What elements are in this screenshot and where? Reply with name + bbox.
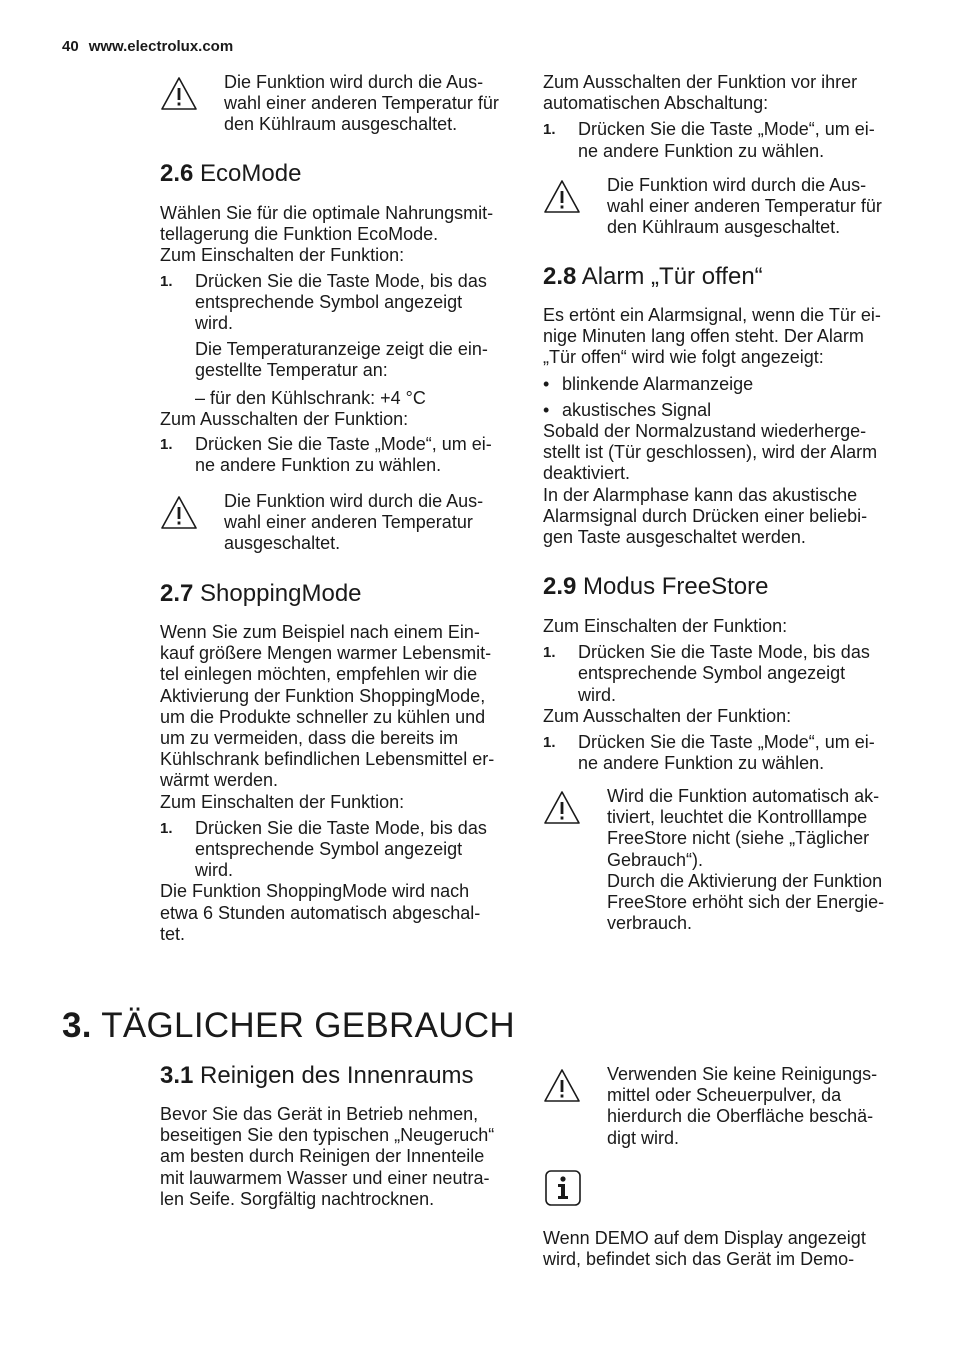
- paragraph: Zum Ausschalten der Funktion vor ihrer automatischen Abschaltung:: [543, 72, 858, 114]
- chapter-heading: 3. TÄGLICHER GEBRAUCH: [62, 1006, 515, 1045]
- paragraph: Die Funktion ShoppingMode wird nach etwa 6 Stunden automatisch abgeschal- tet.: [160, 881, 481, 944]
- section-2-9-body: [543, 616, 913, 774]
- step-item: 1. Drücken Sie die Taste Mode, bis das entsprechende Symbol angezeigt wird.: [160, 270, 487, 334]
- warning-text: Verwenden Sie keine Reinigungs- mittel oder Scheuerpulver, da hierdurch die Oberfläche beschä- digt wird.: [607, 1064, 878, 1148]
- paragraph: Zum Ausschalten der Funktion:: [160, 408, 409, 429]
- warning-text: Die Funktion wird durch die Aus- wahl einer anderen Temperatur für den Kühlraum ausgeschaltet.: [607, 175, 882, 238]
- section-3-1-body: [160, 1104, 520, 1210]
- page-number: 40: [62, 38, 79, 55]
- warning-note: [543, 1064, 913, 1154]
- section-heading-2-8: 2.8 Alarm „Tür offen“: [543, 263, 763, 290]
- bullet-item: • akustisches Signal: [543, 399, 712, 420]
- paragraph: Bevor Sie das Gerät in Betrieb nehmen, beseitigen Sie den typischen „Neugeruch“ am besten durch Reinigen der Innenteile mit lauwarmem Wasser und einer neutra- len Seife. Sorgfältig nachtrocknen.: [160, 1104, 495, 1209]
- info-icon: [545, 1170, 581, 1206]
- paragraph: Wenn Sie zum Beispiel nach einem Ein- kauf größere Mengen warmer Lebensmit- tel einlegen möchten, empfehlen wir die Aktivierung der Funktion ShoppingMode, um die Produkte schneller zu kühlen und um zu vermeiden, dass die bereits im Kühlschrank befindlichen Lebensmittel er- wärmt werden. Zum Einschalten der Funktion:: [160, 622, 495, 812]
- warning-text: Die Funktion wird durch die Aus- wahl einer anderen Temperatur ausgeschaltet.: [224, 491, 484, 554]
- section-2-8-body: [543, 305, 913, 548]
- warning-note: [160, 491, 520, 561]
- right-top-body: [543, 72, 903, 162]
- site-url: www.electrolux.com: [88, 38, 234, 55]
- warning-icon: [160, 495, 198, 531]
- warning-note: [160, 72, 520, 142]
- warning-icon: [543, 179, 581, 215]
- warning-note: [543, 175, 913, 245]
- section-heading-3-1: 3.1 Reinigen des Innenraums: [160, 1062, 474, 1089]
- section-heading-2-9: 2.9 Modus FreeStore: [543, 573, 769, 600]
- step-note: Die Temperaturanzeige zeigt die ein- gestellte Temperatur an:: [195, 339, 488, 381]
- paragraph: Zum Einschalten der Funktion:: [543, 616, 788, 636]
- warning-icon: [543, 1068, 581, 1104]
- warning-note: [543, 786, 913, 936]
- paragraph: Sobald der Normalzustand wiederherge- stellt ist (Tür geschlossen), wird der Alarm deaktiviert. In der Alarmphase kann das akustische Alarmsignal durch Drücken einer beliebi- gen Taste ausgeschaltet werden.: [543, 421, 878, 548]
- paragraph: Es ertönt ein Alarmsignal, wenn die Tür ei- nige Minuten lang offen steht. Der Alarm „Tür offen“ wird wie folgt angezeigt:: [543, 305, 881, 368]
- step-item: 1. Drücken Sie die Taste „Mode“, um ei- ne andere Funktion zu wählen.: [543, 732, 875, 774]
- section-heading-2-7: 2.7 ShoppingMode: [160, 580, 362, 607]
- paragraph: Zum Ausschalten der Funktion:: [543, 705, 792, 726]
- step-item: 1. Drücken Sie die Taste „Mode“, um ei- ne andere Funktion zu wählen.: [543, 119, 875, 161]
- info-text-body: [543, 1228, 913, 1270]
- section-2-6-body: [160, 203, 520, 476]
- paragraph: Wählen Sie für die optimale Nahrungsmit- tellagerung die Funktion EcoMode. Zum Einschalten der Funktion:: [160, 203, 494, 266]
- step-item: 1. Drücken Sie die Taste Mode, bis das entsprechende Symbol angezeigt wird.: [543, 642, 870, 705]
- warning-icon: [543, 790, 581, 826]
- dash-item: – für den Kühlschrank: +4 °C: [195, 387, 426, 408]
- section-heading-2-6: 2.6 EcoMode: [160, 160, 302, 187]
- bullet-item: • blinkende Alarmanzeige: [543, 373, 754, 394]
- warning-text: Wird die Funktion automatisch ak- tiviert, leuchtet die Kontrolllampe FreeStore nicht (siehe „Täglicher Gebrauch“). Durch die Aktivierung der Funktion FreeStore erhöht sich der Energie- verbrauch.: [607, 786, 885, 934]
- step-item: 1. Drücken Sie die Taste Mode, bis das entsprechende Symbol angezeigt wird.: [160, 817, 487, 881]
- section-2-7-body: [160, 622, 520, 945]
- paragraph: Wenn DEMO auf dem Display angezeigt wird, befindet sich das Gerät im Demo-: [543, 1228, 866, 1270]
- page-header: [62, 38, 233, 55]
- warning-icon: [160, 76, 198, 112]
- step-item: 1. Drücken Sie die Taste „Mode“, um ei- ne andere Funktion zu wählen.: [160, 434, 492, 476]
- warning-text: Die Funktion wird durch die Aus- wahl einer anderen Temperatur für den Kühlraum ausgeschaltet.: [224, 72, 499, 135]
